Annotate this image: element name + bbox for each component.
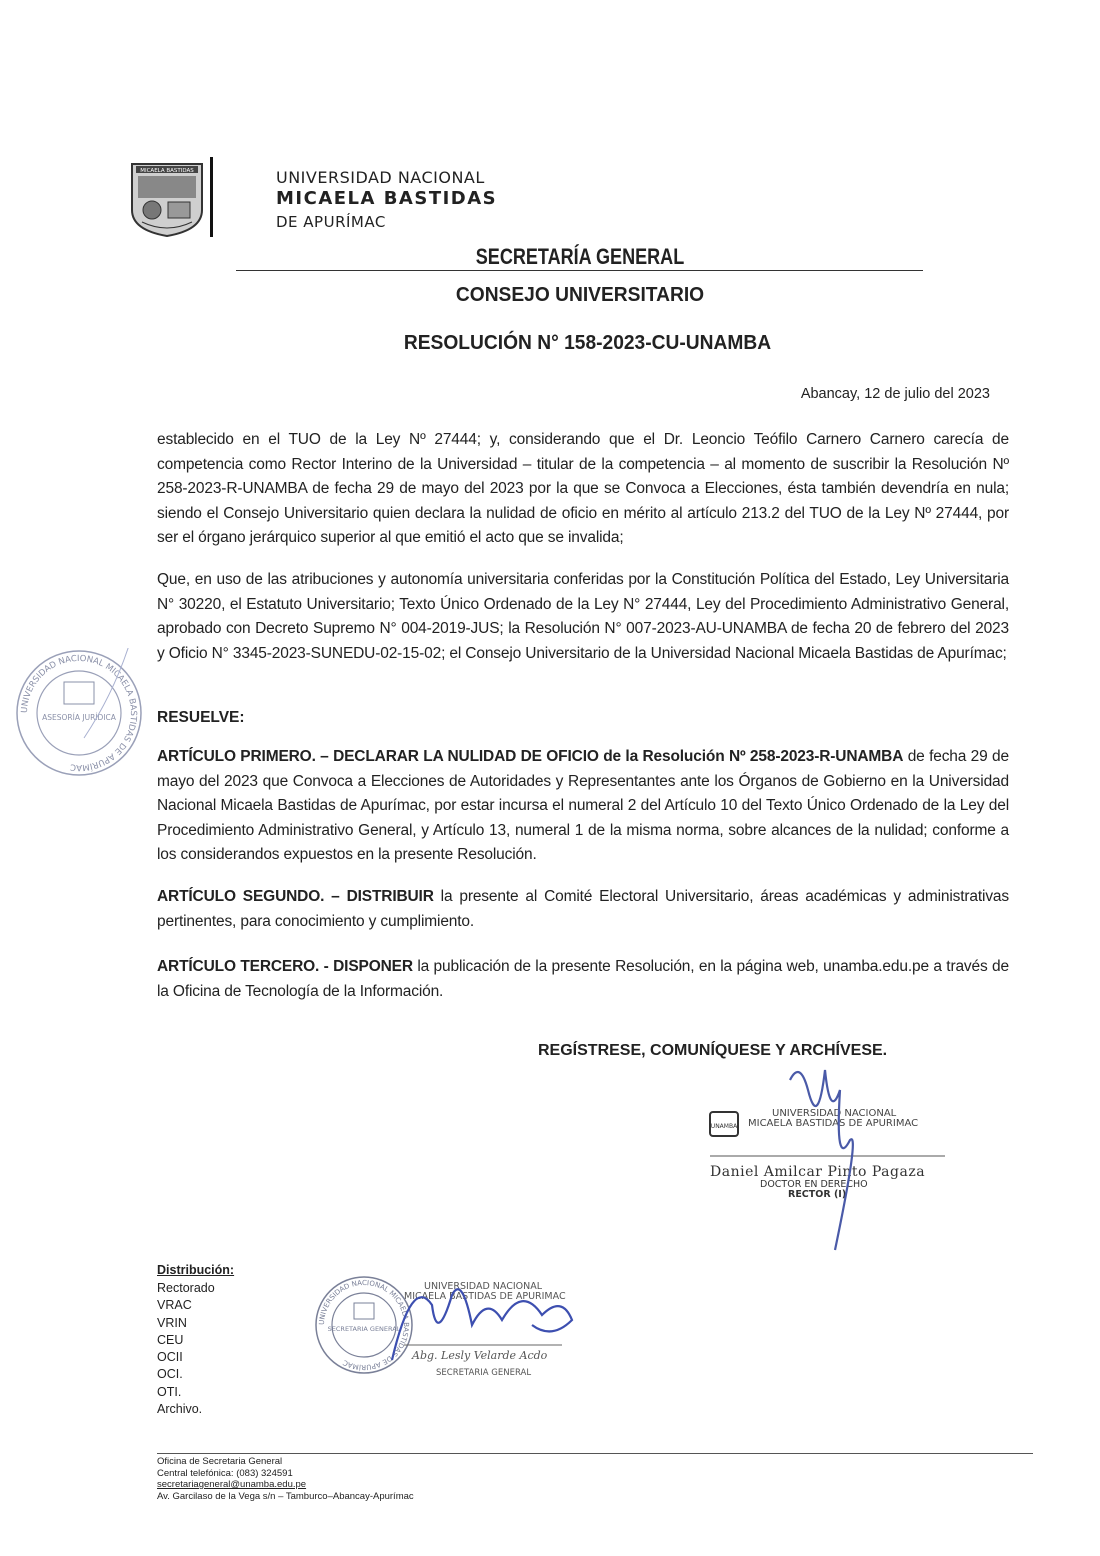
article-second-heading: ARTÍCULO SEGUNDO. – DISTRIBUIR: [157, 888, 434, 905]
footer-address: Av. Garcilaso de la Vega s/n – Tamburco–Abancay-Apurímac: [157, 1490, 414, 1502]
list-item: VRIN: [157, 1315, 187, 1330]
university-name-line3: DE APURÍMAC: [276, 213, 386, 231]
secretary-name: Abg. Lesly Velarde Acdo: [412, 1349, 548, 1362]
council-title: CONSEJO UNIVERSITARIO: [455, 284, 705, 306]
list-item: OCII: [157, 1350, 183, 1365]
secretary-stamp-line2: MICAELA BASTIDAS DE APURIMAC: [404, 1291, 566, 1302]
secretary-title: SECRETARIA GENERAL: [436, 1368, 532, 1378]
article-second-text: la presente al Comité Electoral Universitario, áreas académicas y administrativas pertinentes, para conocimiento y cumplimiento.: [157, 888, 1010, 930]
rector-title: DOCTOR EN DERECHO: [760, 1179, 868, 1190]
article-third-heading: ARTÍCULO TERCERO. - DISPONER: [157, 958, 413, 975]
list-item: OTI.: [157, 1384, 182, 1399]
document-date: Abancay, 12 de julio del 2023: [800, 386, 990, 402]
distribution-title: Distribución:: [157, 1263, 235, 1277]
header-divider: [210, 157, 213, 237]
footer-office: Oficina de Secretaria General: [157, 1456, 283, 1467]
list-item: CEU: [157, 1332, 184, 1347]
article-third: [157, 955, 1009, 1004]
footer-email[interactable]: secretariageneral@unamba.edu.pe: [157, 1479, 307, 1490]
footer: [157, 1456, 414, 1502]
resuelve-heading: RESUELVE:: [157, 709, 245, 726]
rector-stamp-line2: MICAELA BASTIDAS DE APURIMAC: [748, 1118, 919, 1129]
rector-name: Daniel Amilcar Pinto Pagaza: [710, 1164, 926, 1180]
article-third-text: la publicación de la presente Resolución, en la página web, unamba.edu.pe a través de la Oficina de Tecnología de la Información.: [157, 958, 1009, 1000]
list-item: OCI.: [157, 1367, 183, 1382]
university-name-line1: UNIVERSIDAD NACIONAL: [276, 168, 485, 187]
article-first-text: de fecha 29 de mayo del 2023 que Convoca a Elecciones de Autoridades y Representantes ante los Órganos de Gobierno en la Universidad Nacional Micaela Bastidas de Apurímac, por estar incursa el numeral 2 del Artículo 10 del Texto Único Ordenado de la Ley del Procedimiento Administrativo General, y Artículo 13, numeral 1 de la misma norma, sobre alcances de la nulidad; conforme a los considerandos expuestos en la presente Resolución.: [157, 748, 1009, 863]
university-logo: [122, 160, 214, 238]
secretary-stamp-ring-text: UNIVERSIDAD NACIONAL MICAELA BASTIDAS DE APURÍMAC: [317, 1278, 411, 1372]
legal-stamp-ring-text: UNIVERSIDAD NACIONAL MICAELA BASTIDAS DE APURÍMAC: [19, 653, 139, 773]
footer-rule: [157, 1453, 1033, 1454]
secretary-signature-stamp: [312, 1265, 612, 1395]
footer-phone: Central telefónica: (083) 324591: [157, 1467, 293, 1479]
legal-advisory-stamp: [14, 648, 144, 778]
svg-text:UNAMBA: UNAMBA: [710, 1123, 738, 1130]
resolution-number: RESOLUCIÓN N° 158-2023-CU-UNAMBA: [403, 332, 772, 354]
rector-position: RECTOR (I): [788, 1189, 847, 1200]
list-item: Archivo.: [157, 1402, 203, 1417]
article-second: [157, 885, 1009, 934]
secretary-stamp-center: SECRETARIA GENERAL: [327, 1325, 401, 1333]
rector-signature: [790, 1070, 853, 1250]
legal-stamp-center: ASESORÍA JURÍDICA: [42, 713, 116, 722]
article-first-heading: ARTÍCULO PRIMERO. – DECLARAR LA NULIDAD DE OFICIO de la Resolución Nº 258-2023-R-UNAMBA: [157, 748, 904, 765]
considerando-paragraph: establecido en el TUO de la Ley Nº 27444; y, considerando que el Dr. Leoncio Teófilo Carnero Carnero carecía de competencia como Rector Interino de la Universidad – titular de la competencia – al momento de suscribir la Resolución Nº 258-2023-R-UNAMBA de fecha 29 de mayo del 2023 por la que se Convoca a Elecciones, ésta también devendría en nula; siendo el Consejo Universitario quien declara la nulidad de oficio en mérito al artículo 213.2 del TUO de la Ley Nº 27444, por ser el órgano jerárquico superior al que emitió el acto que se invalida;: [157, 431, 1009, 546]
university-name-line2: MICAELA BASTIDAS: [276, 188, 498, 209]
office-title: SECRETARÍA GENERAL: [475, 244, 685, 269]
rector-signature-stamp: [700, 1060, 960, 1260]
header-rule: [236, 270, 923, 271]
logo-text: MICAELA BASTIDAS: [140, 168, 194, 174]
atribuciones-paragraph: Que, en uso de las atribuciones y autonomía universitaria conferidas por la Constitución Política del Estado, Ley Universitaria N° 30220, el Estatuto Universitario; Texto Único Ordenado de la Ley N° 27444, Ley del Procedimiento Administrativo General, aprobado con Decreto Supremo N° 004-2019-JUS; la Resolución N° 007-2023-AU-UNAMBA de fecha 20 de febrero del 2023 y Oficio N° 3345-2023-SUNEDU-02-15-02; el Consejo Universitario de la Universidad Nacional Micaela Bastidas de Apurímac;: [157, 571, 1009, 662]
secretary-stamp-line1: UNIVERSIDAD NACIONAL: [424, 1281, 543, 1292]
closing-formula: REGÍSTRESE, COMUNÍQUESE Y ARCHÍVESE.: [538, 1042, 888, 1059]
rector-stamp-line1: UNIVERSIDAD NACIONAL: [772, 1108, 897, 1119]
list-item: VRAC: [157, 1298, 192, 1313]
list-item: Rectorado: [157, 1281, 215, 1295]
distribution-list: [157, 1280, 215, 1418]
article-first: [157, 745, 1009, 868]
